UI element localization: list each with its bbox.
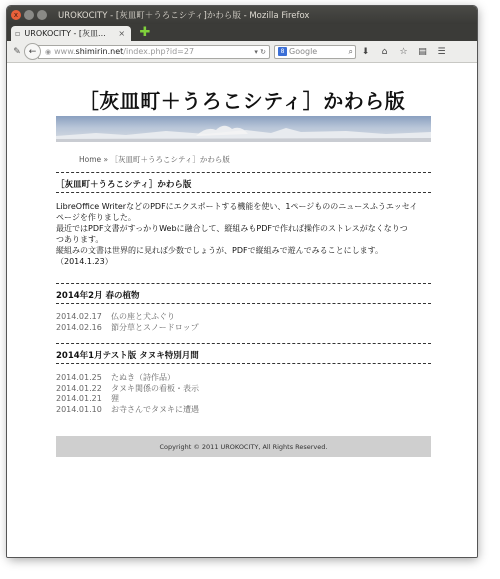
intro-line: 最近ではPDF文書がすっかりWebに融合して、縦組みもPDFで作れば操作のストレスがなくなりつ [56, 224, 408, 233]
browser-window [6, 5, 478, 558]
url-domain: shimirin.net [75, 47, 124, 56]
page-content [7, 63, 477, 557]
search-icon[interactable]: ⌕ [348, 46, 353, 56]
puzzle-icon[interactable]: ✎ [13, 46, 21, 57]
item-date: 2014.02.17 [56, 312, 102, 321]
list-item[interactable] [56, 323, 199, 334]
item-link[interactable]: お寺さんでタヌキに遭遇 [111, 404, 199, 414]
item-date: 2014.01.21 [56, 394, 102, 403]
list-item[interactable] [56, 312, 199, 323]
url-prefix: www. [54, 47, 76, 56]
section-title-spring-plants: 2014年2月 春の植物 [56, 291, 140, 301]
download-icon[interactable]: ⬇ [361, 46, 370, 57]
search-engine-icon[interactable]: 8 [278, 47, 287, 56]
page-icon: ▫ [15, 29, 21, 38]
item-link[interactable]: 節分草とスノードロップ [111, 322, 199, 332]
tab-active[interactable] [11, 26, 131, 41]
item-date: 2014.01.10 [56, 404, 102, 414]
divider [56, 192, 431, 193]
tanuki-list [56, 373, 199, 415]
divider [56, 343, 431, 344]
url-bar[interactable] [38, 45, 270, 59]
breadcrumb: Home » ［灰皿町＋うろこシティ］かわら版 [79, 155, 230, 164]
intro-paragraph [56, 201, 431, 267]
site-title: ［灰皿町＋うろこシティ］かわら版 [78, 89, 406, 113]
tab-close-icon[interactable]: × [118, 29, 126, 38]
item-date: 2014.01.25 [56, 373, 102, 382]
intro-line: つあります。 [56, 235, 104, 244]
window-title: UROKOCITY - [灰皿町＋うろこシティ]かわら版 - Mozilla Firefox [58, 11, 310, 21]
copyright-text: Copyright © 2011 UROKOCITY, All Rights Reserved. [159, 442, 328, 451]
banner-landscape-image [56, 116, 431, 142]
list-item[interactable] [56, 373, 199, 384]
divider [56, 283, 431, 284]
menu-icon[interactable]: ☰ [437, 46, 446, 57]
bookmark-star-icon[interactable]: ☆ [399, 46, 408, 57]
intro-line: LibreOffice WriterなどのPDFにエクスポートする機能を使い、1ページもののニュースふうエッセイ [56, 202, 418, 211]
divider [56, 363, 431, 364]
divider [56, 172, 431, 173]
title-bar [7, 6, 477, 24]
reload-icon[interactable]: ▾ ↻ [254, 47, 266, 56]
item-link[interactable]: 狸 [111, 394, 119, 403]
list-item[interactable] [56, 405, 199, 416]
search-bar[interactable] [274, 45, 356, 59]
window-minimize-button[interactable] [24, 10, 34, 20]
back-button[interactable]: ← [24, 43, 41, 60]
item-date: 2014.02.16 [56, 322, 102, 332]
search-placeholder: Google [289, 47, 318, 56]
globe-icon: ◉ [45, 47, 52, 56]
list-item[interactable] [56, 384, 199, 395]
list-item[interactable] [56, 394, 199, 405]
url-path: /index.php?id=27 [123, 47, 195, 56]
intro-line: （2014.1.23） [56, 257, 113, 266]
window-maximize-button[interactable] [37, 10, 47, 20]
header-banner-image [56, 116, 431, 142]
new-tab-button[interactable]: ✚ [139, 25, 151, 40]
window-close-button[interactable]: x [11, 10, 21, 20]
intro-line: ページを作りました。 [56, 213, 136, 222]
item-link[interactable]: 仏の座と犬ふぐり [111, 312, 175, 321]
intro-line: 縦組みの文書は世界的に見れば少数でしょうが、PDFで縦組みで遊んでみることにします。 [56, 246, 383, 255]
divider [56, 303, 431, 304]
spring-plants-list [56, 312, 199, 333]
item-date: 2014.01.22 [56, 383, 102, 393]
item-link[interactable]: タヌキ関係の看板・表示 [111, 383, 199, 393]
section-title-tanuki-month: 2014年1月テスト版 タヌキ特別月間 [56, 351, 199, 361]
footer [56, 436, 431, 457]
item-link[interactable]: たぬき（詩作品） [111, 373, 175, 382]
home-icon[interactable]: ⌂ [381, 46, 388, 57]
tab-label: UROKOCITY - [灰皿... [24, 29, 106, 38]
tab-bar [7, 24, 477, 41]
navigation-toolbar [7, 41, 477, 63]
bookmarks-list-icon[interactable]: ▤ [418, 46, 427, 57]
section-title-kawaraban: ［灰皿町＋うろこシティ］かわら版 [56, 180, 192, 190]
